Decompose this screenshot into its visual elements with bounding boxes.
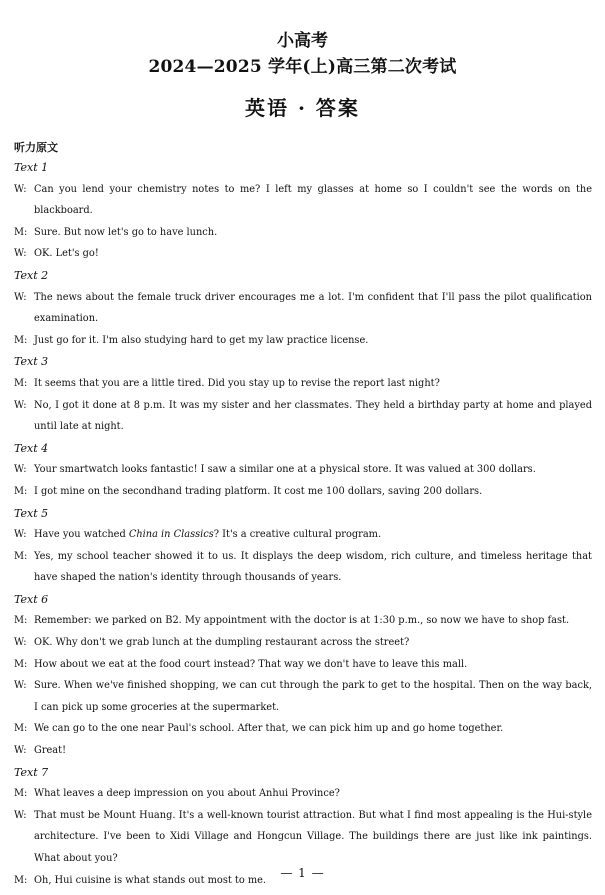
text-block [14,438,592,503]
speaker-label: M: [14,226,28,238]
speaker-label: M: [14,377,28,389]
dialogue-text: Great! [34,745,67,757]
speaker-label: W: [14,291,27,303]
exam-title: 2024—2025 学年(上)高三第二次考试 [148,57,457,77]
dialogue-text: Remember: we parked on B2. My appointment with the doctor is at 1:30 p.m., so now we have to shop fast. [34,615,570,627]
dialogue-line [14,481,592,503]
program-title: China in Classics [128,529,214,541]
dialogue-text: That must be Mount Huang. It's a well-known tourist attraction. But what I find most appealing is the Hui-style architecture. I've been to Xidi Village and Hongcun Village. The buildings there are just like ink paintings. What about you? [34,809,592,864]
text-label: Text 2 [14,268,49,282]
brand-title: 小高考 [277,31,328,51]
dialogue-line [14,524,592,546]
dialogue-text: Sure. When we've finished shopping, we can cut through the park to get to the hospital. Then on the way back, I can pick up some groceries at the supermarket. [34,680,592,713]
listening-transcript [14,157,592,891]
dialogue-line [14,179,592,222]
dialogue-line [14,459,592,481]
dialogue-line [14,395,592,438]
dialogue-text: Your smartwatch looks fantastic! I saw a similar one at a physical store. It was valued at 300 dollars. [34,464,536,476]
speaker-label: M: [14,550,28,562]
dialogue-line [14,546,592,589]
dialogue-text: OK. Why don't we grab lunch at the dumpling restaurant across the street? [34,637,410,649]
text-block [14,503,592,589]
dialogue-text: Can you lend your chemistry notes to me? I left my glasses at home so I couldn't see the words on the blackboard. [34,183,592,217]
dialogue-line [14,287,592,330]
section-title: 听力原文 [14,141,58,154]
speaker-label: M: [14,615,28,627]
text-label: Text 7 [14,765,49,779]
speaker-label: M: [14,874,28,886]
dialogue-text-part: Have you watched [34,529,129,541]
text-block [14,265,592,351]
speaker-label: W: [14,529,27,541]
dialogue-text: Sure. But now let's go to have lunch. [34,226,218,238]
speaker-label: W: [14,637,27,649]
dialogue-line [14,222,592,244]
speaker-label: M: [14,658,28,670]
speaker-label: M: [14,723,28,735]
text-label: Text 6 [14,592,49,606]
speaker-label: M: [14,334,28,346]
dialogue-line [14,783,592,805]
dialogue-text: What leaves a deep impression on you about Anhui Province? [34,788,340,800]
dialogue-text: Yes, my school teacher showed it to us. It displays the deep wisdom, rich culture, and timeless heritage that have shaped the nation's identity through thousands of years. [34,550,592,584]
text-label: Text 4 [14,441,49,455]
dialogue-line [14,632,592,654]
dialogue-line [14,610,592,632]
dialogue-line [14,330,592,352]
dialogue-text: It seems that you are a little tired. Did you stay up to revise the report last night? [34,377,440,389]
dialogue-text: No, I got it done at 8 p.m. It was my sister and her classmates. They held a birthday party at home and played until late at night. [34,399,592,433]
text-block [14,351,592,437]
text-label: Text 1 [14,161,49,174]
dialogue-text: Oh, Hui cuisine is what stands out most to me. [34,874,267,886]
speaker-label: W: [14,248,27,260]
dialogue-text: We can go to the one near Paul's school. After that, we can pick him up and go home together. [34,723,504,735]
dialogue-line [14,805,592,870]
dialogue-line [14,718,592,740]
dialogue-line [14,373,592,395]
dialogue-text [34,524,592,546]
speaker-label: M: [14,485,28,497]
speaker-label: W: [14,464,27,476]
dialogue-line [14,740,592,762]
dialogue-line [14,654,592,676]
speaker-label: W: [14,680,27,692]
text-block [14,589,592,762]
speaker-label: M: [14,788,28,800]
dialogue-text: I got mine on the secondhand trading platform. It cost me 100 dollars, saving 200 dollars. [34,485,483,497]
subject-title: 英语 · 答案 [245,96,360,120]
speaker-label: W: [14,809,27,821]
speaker-label: W: [14,399,27,411]
dialogue-line [14,675,592,718]
text-label: Text 3 [14,355,49,369]
text-block [14,157,592,265]
text-label: Text 5 [14,506,49,520]
speaker-label: W: [14,745,27,757]
speaker-label: W: [14,183,27,195]
dialogue-text-part: ? It's a creative cultural program. [213,529,382,541]
page-number: — 1 — [280,866,325,880]
dialogue-line [14,243,592,265]
dialogue-text: OK. Let's go! [34,248,99,260]
dialogue-text: Just go for it. I'm also studying hard to get my law practice license. [34,334,369,346]
dialogue-text: How about we eat at the food court instead? That way we don't have to leave this mall. [34,658,468,670]
dialogue-text: The news about the female truck driver encourages me a lot. I'm confident that I'll pass the pilot qualification examination. [34,291,592,325]
